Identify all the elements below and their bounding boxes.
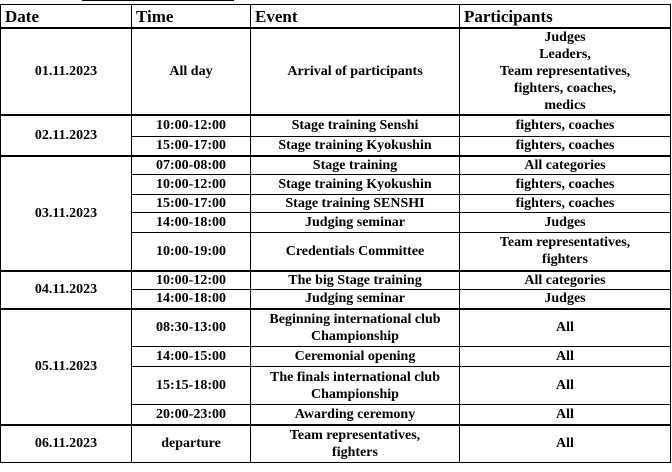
participants-cell: All: [460, 347, 671, 367]
date-cell: 04.11.2023: [1, 271, 132, 309]
participants-cell: fighters, coaches: [460, 136, 671, 156]
top-rule: [82, 0, 234, 1]
table-row: [1, 425, 671, 463]
event-cell: Awarding ceremony: [251, 405, 460, 425]
event-cell: Judging seminar: [251, 213, 460, 233]
event-cell: Judging seminar: [251, 290, 460, 309]
header-date: Date: [1, 5, 132, 29]
time-cell: All day: [132, 28, 251, 115]
time-cell: 15:15-18:00: [132, 367, 251, 405]
date-cell: 06.11.2023: [1, 425, 132, 463]
participants-cell: Judges: [460, 290, 671, 309]
event-cell: Ceremonial opening: [251, 347, 460, 367]
participants-cell: All categories: [460, 156, 671, 175]
event-cell: The big Stage training: [251, 271, 460, 290]
event-cell: Stage training Kyokushin: [251, 136, 460, 156]
event-cell: Stage training: [251, 156, 460, 175]
time-cell: 07:00-08:00: [132, 156, 251, 175]
table-row: [1, 309, 671, 347]
event-cell: The finals international club Championship: [251, 367, 460, 405]
time-cell: 15:00-17:00: [132, 136, 251, 156]
event-cell: Arrival of participants: [251, 28, 460, 115]
time-cell: 10:00-12:00: [132, 271, 251, 290]
date-cell: 05.11.2023: [1, 309, 132, 425]
time-cell: 10:00-12:00: [132, 115, 251, 136]
date-cell: 02.11.2023: [1, 115, 132, 156]
table-row: [1, 28, 671, 115]
event-cell: Stage training SENSHI: [251, 195, 460, 213]
participants-cell: All: [460, 405, 671, 425]
event-cell: Stage training Senshi: [251, 115, 460, 136]
table-row: [1, 156, 671, 175]
schedule-body: [1, 28, 671, 463]
event-cell: Stage training Kyokushin: [251, 175, 460, 195]
table-row: [1, 115, 671, 136]
event-cell: Credentials Committee: [251, 233, 460, 271]
table-row: [1, 271, 671, 290]
time-cell: 10:00-12:00: [132, 175, 251, 195]
header-row: [1, 5, 671, 29]
participants-cell: All categories: [460, 271, 671, 290]
participants-cell: fighters, coaches: [460, 115, 671, 136]
time-cell: 10:00-19:00: [132, 233, 251, 271]
header-event: Event: [251, 5, 460, 29]
participants-cell: All: [460, 425, 671, 463]
time-cell: 14:00-15:00: [132, 347, 251, 367]
time-cell: 14:00-18:00: [132, 290, 251, 309]
participants-cell: All: [460, 367, 671, 405]
date-cell: 03.11.2023: [1, 156, 132, 271]
date-cell: 01.11.2023: [1, 28, 132, 115]
time-cell: departure: [132, 425, 251, 463]
header-time: Time: [132, 5, 251, 29]
event-cell: Team representatives, fighters: [251, 425, 460, 463]
header-participants: Participants: [460, 5, 671, 29]
participants-cell: Team representatives, fighters: [460, 233, 671, 271]
participants-cell: Judges Leaders, Team representatives, fighters, coaches, medics: [460, 28, 671, 115]
participants-cell: Judges: [460, 213, 671, 233]
participants-cell: fighters, coaches: [460, 175, 671, 195]
time-cell: 14:00-18:00: [132, 213, 251, 233]
event-cell: Beginning international club Championship: [251, 309, 460, 347]
time-cell: 08:30-13:00: [132, 309, 251, 347]
schedule-table: [0, 4, 671, 463]
time-cell: 20:00-23:00: [132, 405, 251, 425]
participants-cell: All: [460, 309, 671, 347]
time-cell: 15:00-17:00: [132, 195, 251, 213]
participants-cell: fighters, coaches: [460, 195, 671, 213]
